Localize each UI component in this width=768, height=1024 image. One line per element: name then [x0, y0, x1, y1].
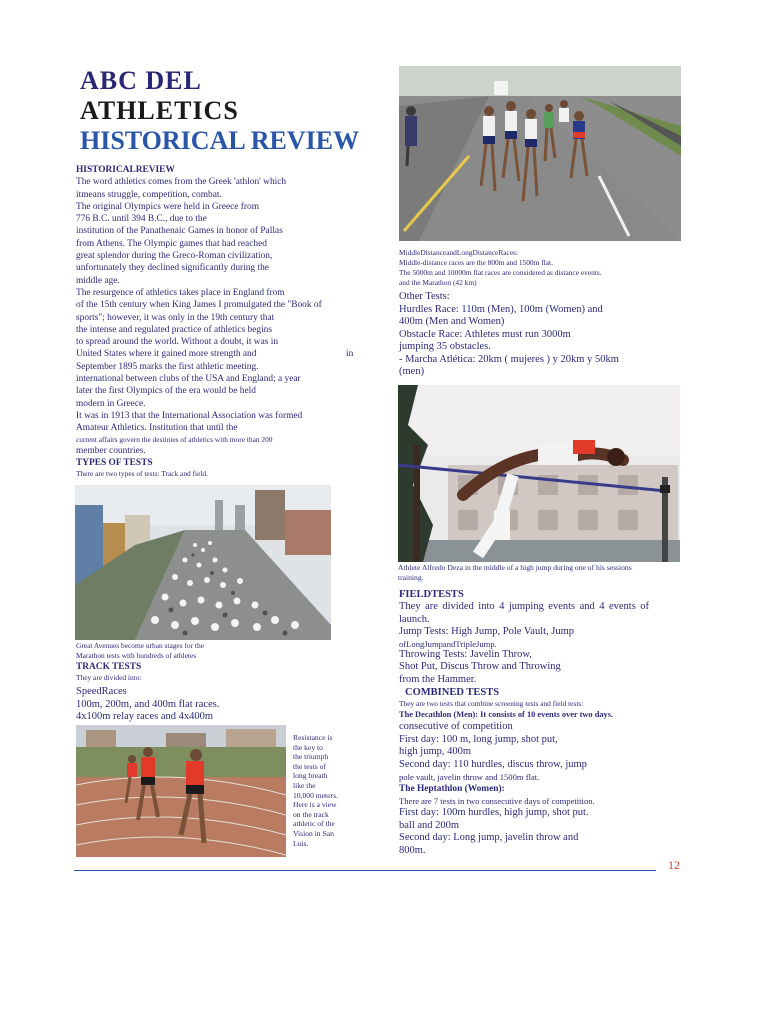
high-jump-photo — [398, 385, 680, 562]
heading-field: FIELDTESTS — [399, 589, 464, 600]
speed-heading: SpeedRaces — [76, 686, 127, 698]
heptathlon-heading: The Heptathlon (Women): — [399, 784, 505, 794]
text-line: of the 15th century when King James I promulgated the "Book of — [76, 300, 322, 311]
heading-types: TYPES OF TESTS — [76, 457, 153, 468]
historical-review-section — [76, 164, 366, 479]
marathon-crowd-photo — [75, 485, 331, 640]
page-number: 12 — [668, 858, 680, 872]
text-line: There are 7 tests in two consecutive days of competition. — [399, 796, 595, 807]
text-line: sports"; however, it was only in the 19th century that — [76, 312, 275, 323]
text-line: 400m (Men and Women) — [399, 316, 505, 327]
text-line: from Athens. The Olympic games that had reached — [76, 238, 267, 249]
text-line: international between clubs of the USA and England; a year — [76, 374, 301, 385]
text-line: later the first Olympics of the era would be held — [76, 386, 256, 397]
road-race-photo — [399, 66, 681, 241]
caption-line: on the track — [293, 809, 329, 819]
text-line: launch. — [399, 613, 430, 625]
text-line: and the Marathon (42 km) — [399, 278, 477, 287]
text-line: Amateur Athletics. Institution that until the — [76, 423, 238, 434]
footer-rule — [74, 870, 656, 871]
text-line: There are two types of tests: Track and field. — [76, 469, 208, 479]
text-line: modern in Greece. — [76, 398, 146, 409]
resistance-caption — [293, 733, 353, 848]
caption-line: Here is a view — [293, 800, 337, 810]
caption-line: Resistance is — [293, 733, 333, 742]
text-line: ofLongJumpandTripleJump. — [399, 638, 497, 649]
text-line: great splendor during the Greco-Roman civilization, — [76, 251, 273, 262]
marathon-caption: Great Avenues become urban stages for the — [76, 641, 204, 650]
title-line-1: ABC DEL — [80, 66, 202, 95]
text-line: institution of the Panathenaic Games in honor of Pallas — [76, 226, 283, 237]
caption-line: Luis. — [293, 838, 309, 848]
high-jump-caption: Athlete Alfredo Deza in the middle of a high jump during one of his sessions training. — [398, 563, 632, 582]
text-line: 800m. — [399, 844, 426, 856]
text-line: consecutive of competition — [399, 721, 513, 732]
heading-combined: COMBINED TESTS — [405, 687, 500, 698]
text-line: Second day: Long jump, javelin throw and — [399, 832, 579, 844]
caption-line: athletic of the — [293, 819, 335, 829]
text-line: Second day: 110 hurdles, discus throw, jump — [399, 758, 587, 770]
distance-races-section — [399, 248, 681, 379]
title-line-2: ATHLETICS — [80, 96, 239, 125]
text-line: The original Olympics were held in Greece from — [76, 201, 260, 212]
text-line: The resurgence of athletics takes place in England from — [76, 287, 285, 298]
caption-line: 10,000 meters. — [293, 790, 338, 800]
text-line: high jump, 400m — [399, 746, 472, 757]
text-line: 100m, 200m, and 400m flat races. — [76, 698, 220, 710]
marathon-caption: Marathon tests with hundreds of athletes — [76, 651, 197, 660]
text-line: It was in 1913 that the International Association was formed — [76, 410, 303, 421]
text-line: member countries. — [76, 445, 146, 456]
text-line: First day: 100m hurdles, high jump, shot put. — [399, 807, 589, 819]
text-fragment: United States where it gained more strength and — [76, 349, 257, 360]
text-line: Jump Tests: High Jump, Pole Vault, Jump — [399, 626, 575, 637]
track-runners-photo — [76, 725, 286, 857]
text-line: September 1895 marks the first athletic meeting. — [76, 361, 259, 372]
jump-caption-block — [398, 563, 648, 583]
text-line: Throwing Tests: Javelin Throw, — [399, 648, 532, 660]
text-line: (men) — [399, 366, 425, 377]
text-line: Obstacle Race: Athletes must run 3000m — [399, 328, 571, 340]
mid-distance-heading: MiddleDistanceandLongDistanceRaces: — [399, 248, 519, 257]
caption-line: like the — [293, 780, 316, 790]
text-line: the intense and regulated practice of athletics begins — [76, 324, 273, 335]
heading-track: TRACK TESTS — [76, 662, 142, 672]
text-line small: current affairs govern the destinies of athletics with more than 200 — [76, 434, 273, 444]
caption-line: the tests of — [293, 761, 326, 771]
text-line: itmeans struggle, competition, combat. — [76, 189, 222, 200]
heading-historical: HISTORICALREVIEW — [76, 165, 175, 175]
text-line: First day: 100 m, long jump, shot put, — [399, 733, 558, 745]
text-line: jumping 35 obstacles. — [399, 341, 491, 352]
title-line-3: HISTORICAL REVIEW — [80, 126, 360, 155]
decathlon-heading: The Decathlon (Men): It consists of 10 events over two days. — [399, 710, 614, 719]
text-line: - Marcha Atlética: 20km ( mujeres ) y 20km y 50km — [399, 353, 619, 365]
text-line: to spread around the world. Without a doubt, it was in — [76, 337, 279, 348]
caption-line: long breath — [293, 771, 328, 781]
text-line: from the Hammer. — [399, 673, 477, 685]
text-line: ball and 200m — [399, 819, 460, 831]
text-line: 776 B.C. until 394 B.C., due to the — [76, 214, 207, 225]
text-line: They are two tests that combine screening tests and field tests: — [399, 699, 584, 708]
caption-line: the key to — [293, 742, 323, 752]
text-line: Middle-distance races are the 800m and 1500m flat. — [399, 258, 553, 267]
text-line: They are divided into 4 jumping events and 4 events of — [399, 601, 649, 612]
text-line: middle age. — [76, 275, 120, 286]
text-line: Hurdles Race: 110m (Men), 100m (Women) and — [399, 303, 603, 315]
track-tests-section — [76, 641, 336, 724]
field-tests-section — [399, 588, 649, 857]
text-line — [76, 348, 366, 360]
text-line: pole vault, javelin throw and 1500m flat. — [399, 772, 540, 782]
text-line: Shot Put, Discus Throw and Throwing — [399, 661, 561, 672]
other-tests-heading: Other Tests: — [399, 291, 450, 302]
caption-line: Vision in San — [293, 828, 334, 838]
text-line: The word athletics comes from the Greek 'athlon' which — [76, 177, 287, 188]
text-line: They are divided into: — [76, 673, 142, 683]
text-line: The 5000m and 10000m flat races are considered as distance events. — [399, 268, 602, 277]
caption-line: the triumph — [293, 752, 329, 762]
text-line: 4x100m relay races and 4x400m — [76, 711, 214, 723]
text-fragment: in — [346, 349, 354, 360]
text-line: unfortunately they declined significantly during the — [76, 263, 269, 274]
